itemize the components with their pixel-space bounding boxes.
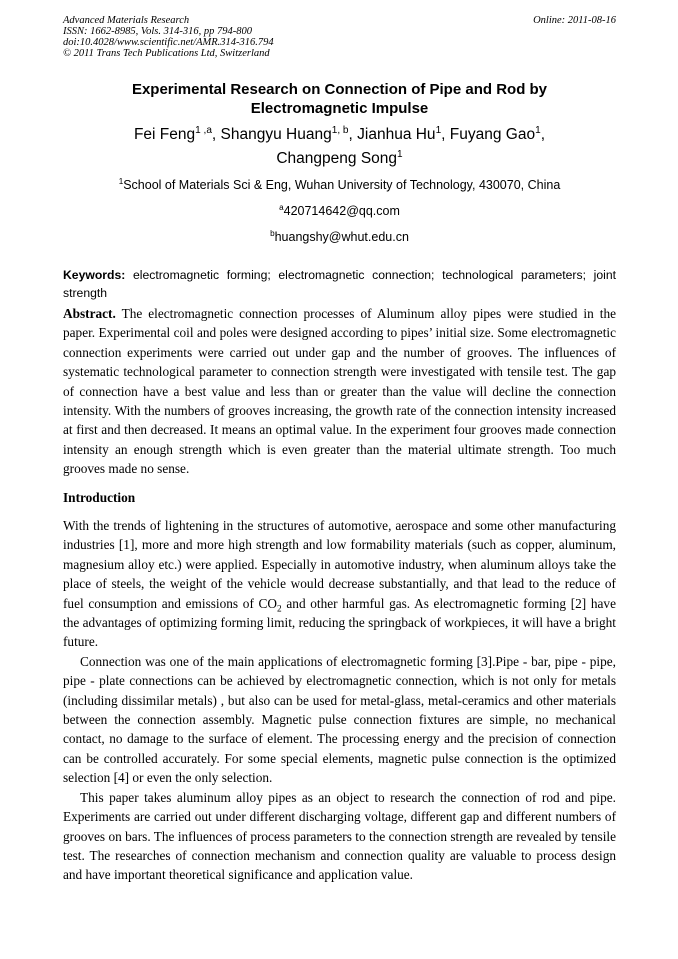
- email-a: [63, 203, 616, 219]
- title-line-2: Electromagnetic Impulse: [250, 100, 429, 117]
- intro-paragraph-1: [63, 516, 616, 652]
- affiliation-superscript: 1: [118, 176, 124, 186]
- copyright-line: © 2011 Trans Tech Publications Ltd, Switzerland: [63, 48, 270, 59]
- author-superscript: 1, b: [331, 124, 349, 136]
- author-separator: ,: [211, 126, 221, 143]
- author-name: Jianhua Hu: [357, 126, 436, 143]
- email-b-text[interactable]: huangshy@whut.edu.cn: [274, 230, 409, 244]
- title-line-1: Experimental Research on Connection of Pipe and Rod by: [131, 81, 548, 98]
- doi-line: doi:10.4028/www.scientific.net/AMR.314-316.794: [63, 37, 274, 48]
- keywords-text: electromagnetic forming; electromagnetic connection; technological parameters; joint strength: [63, 268, 616, 300]
- author-list: [63, 123, 616, 171]
- keywords-block: [63, 266, 616, 302]
- online-date: Online: 2011-08-16: [533, 15, 616, 26]
- journal-name: Advanced Materials Research: [63, 15, 190, 26]
- intro-paragraph-2: Connection was one of the main applications of electromagnetic forming [3].Pipe - bar, pipe - pipe, pipe - plate connections can be achieved by electromagnetic connection, which is not only for metals (including dissimilar metals) , but also can be used for metal-glass, metal-ceramics and other materials between the connection assembly. Magnetic pulse connection fixtures are simple, no mechanical contact, no damage to the surface of element. The processing energy and the precision of connection can be controlled accurately. For some special elements, magnetic pulse connection is the optimized selection [4] or even the only selection.: [63, 653, 616, 786]
- author-line-2: [63, 147, 616, 171]
- author-separator: ,: [348, 126, 358, 143]
- abstract-block: [63, 304, 616, 479]
- intro-p1-text: With the trends of lightening in the structures of automotive, aerospace and some other manufacturing industries [1], more and more high strength and low formability materials (such as copper, aluminum, magnesium alloy etc.) were applied. Especially in automotive industry, when aluminum alloys take the place of steels, the weight of the vehicle would decrease substantially, and that lead to the reduce of fuel consumption and emissions of CO: [63, 518, 616, 611]
- intro-p1-text-end: and other harmful gas. As electromagnetic forming [2] have the advantages of optimizing forming limit, reducing the springback of workpieces, it will have a bright future.: [63, 595, 616, 650]
- intro-paragraph-3: This paper takes aluminum alloy pipes as an object to research the connection of rod and pipe. Experiments are carried out under different discharging voltage, different gap and different numbers of grooves on bars. The influences of process parameters to the connection strength are revealed by tensile test. The researches of connection mechanism and connection quality are valuable to process design and have important theoretical significance and application value.: [63, 789, 616, 883]
- author-superscript: 1: [535, 124, 541, 136]
- email-superscript: b: [270, 228, 275, 238]
- introduction-body: [63, 516, 616, 885]
- affiliation: [63, 177, 616, 193]
- keywords-label: Keywords:: [63, 268, 126, 282]
- author-line-1: [63, 123, 616, 147]
- paper-title: [63, 80, 616, 118]
- co2-subscript: 2: [277, 604, 282, 615]
- author-name: Fuyang Gao: [449, 126, 536, 143]
- author-name: Changpeng Song: [276, 150, 398, 167]
- author-superscript: 1: [435, 124, 442, 136]
- abstract-text: The electromagnetic connection processes of Aluminum alloy pipes were studied in the paper. Experimental coil and poles were designed according to pipes’ initial size. Some electromagnetic connection experiments were carried out under gap and the number of grooves. The influences of systematic technological parameter to connection strength were investigated with tensile test. The gap of connection have a best value and less than or greater than the value will decline the connection intensity. With the numbers of grooves increasing, the growth rate of the connection intensity increased at first and then decreased. It means an optimal value. In the experiment four grooves made connection intensity an enough strength which is even greater than the material ultimate strength. Too much grooves made no sense.: [63, 306, 616, 477]
- introduction-heading: Introduction: [63, 490, 136, 505]
- journal-header: [63, 15, 616, 59]
- email-b: [63, 229, 616, 245]
- author-separator: ,: [540, 126, 546, 143]
- author-superscript: 1: [397, 148, 403, 160]
- author-name: Shangyu Huang: [220, 126, 332, 143]
- author-name: Fei Feng: [133, 126, 196, 143]
- author-superscript: 1 ,a: [195, 124, 212, 136]
- author-separator: ,: [441, 126, 450, 143]
- email-a-text[interactable]: 420714642@qq.com: [283, 204, 400, 218]
- abstract-label: Abstract.: [63, 306, 116, 321]
- email-superscript: a: [279, 202, 284, 212]
- affiliation-text: School of Materials Sci & Eng, Wuhan University of Technology, 430070, China: [123, 178, 561, 192]
- issn-line: ISSN: 1662-8985, Vols. 314-316, pp 794-800: [63, 26, 252, 37]
